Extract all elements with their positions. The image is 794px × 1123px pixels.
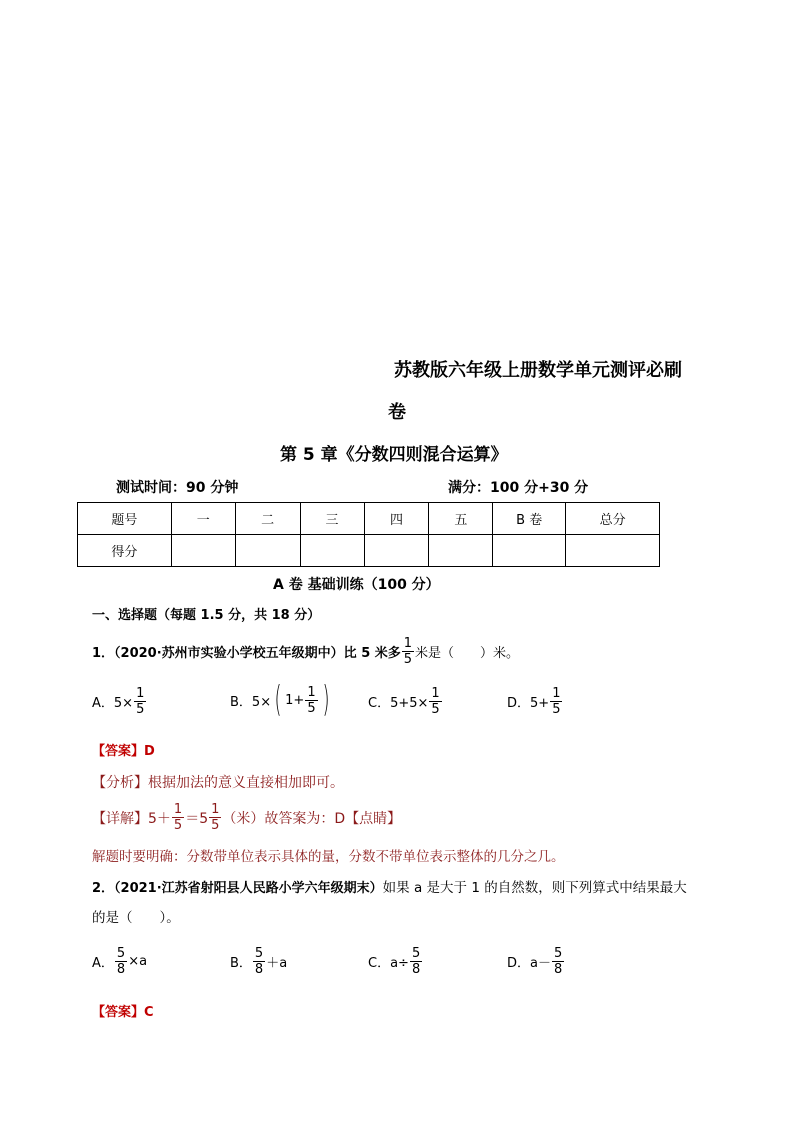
fraction — [410, 946, 422, 977]
table-cell: 三 — [300, 503, 364, 535]
score-input-cell[interactable] — [300, 535, 364, 567]
option-label: B．5× — [230, 694, 272, 710]
q1-detail — [92, 802, 401, 833]
right-paren-icon: ) — [322, 679, 330, 720]
frac-den: 5 — [431, 702, 440, 717]
option-label: A．5× — [92, 696, 134, 711]
doc-title-line1: 苏教版六年级上册数学单元测评必刷 — [394, 360, 682, 381]
fraction — [115, 946, 127, 977]
frac-den: 5 — [173, 818, 183, 833]
fraction — [550, 686, 562, 717]
option-label: C．a÷ — [368, 956, 409, 971]
fraction — [209, 802, 221, 833]
frac-den: 5 — [211, 818, 220, 833]
fraction — [253, 946, 265, 977]
q1-suffix: 米是（ ）米。 — [415, 646, 520, 661]
detail-prefix: 【详解】5＋ — [92, 810, 171, 827]
part1-title: 一、选择题（每题 1.5 分，共 18 分） — [92, 608, 321, 623]
q2-option-b[interactable] — [230, 946, 287, 977]
option-suffix: ×a — [128, 954, 148, 969]
frac-num: 5 — [116, 946, 126, 961]
q2-option-c[interactable] — [368, 946, 423, 977]
q1-option-d[interactable] — [507, 686, 563, 717]
q2-text: 如果 a 是大于 1 的自然数，则下列算式中结果最大 — [382, 880, 687, 896]
option-suffix: ＋a — [266, 956, 288, 971]
frac-den: 8 — [254, 962, 264, 977]
q1-option-c[interactable] — [368, 686, 443, 717]
frac-den: 8 — [411, 962, 421, 977]
frac-num: 1 — [552, 686, 561, 701]
table-cell: 总分 — [566, 503, 660, 535]
frac-den: 5 — [307, 700, 316, 716]
score-table — [77, 502, 660, 567]
left-paren-icon: ( — [274, 679, 282, 720]
table-cell: 五 — [429, 503, 493, 535]
option-label: D．a－ — [507, 956, 551, 971]
q1-prefix: 1．（2020·苏州市实验小学校五年级期中）比 5 米多 — [92, 646, 401, 661]
frac-num: 1 — [307, 684, 316, 700]
fraction — [429, 686, 441, 717]
q1-option-b[interactable] — [230, 679, 333, 720]
detail-eq: ＝5 — [185, 810, 209, 827]
option-label: D．5+ — [507, 696, 550, 711]
q2-stem-line1 — [92, 876, 687, 896]
fraction — [172, 802, 184, 833]
table-cell: 题号 — [78, 503, 172, 535]
frac-den: 5 — [552, 702, 561, 717]
fraction — [552, 946, 564, 977]
score-table-row — [78, 535, 660, 567]
full-score: 满分：100 分+30 分 — [448, 480, 589, 496]
table-cell: 二 — [235, 503, 300, 535]
q1-tip: 解题时要明确：分数带单位表示具体的量，分数不带单位表示整体的几分之几。 — [92, 849, 565, 865]
q2-stem-line2: 的是（ ）。 — [92, 910, 180, 926]
table-cell: B 卷 — [493, 503, 566, 535]
frac-den: 5 — [403, 652, 413, 667]
frac-num: 5 — [411, 946, 421, 961]
score-input-cell[interactable] — [566, 535, 660, 567]
section-a-title: A 卷 基础训练（100 分） — [273, 577, 440, 593]
q2-option-a[interactable] — [92, 946, 147, 977]
score-input-cell[interactable] — [429, 535, 493, 567]
fraction — [134, 686, 146, 717]
option-label: C．5+5× — [368, 696, 429, 711]
doc-title-line2: 卷 — [388, 402, 406, 423]
frac-num: 1 — [136, 686, 145, 701]
frac-den: 8 — [553, 962, 563, 977]
q1-analysis: 【分析】根据加法的意义直接相加即可。 — [92, 775, 344, 791]
frac-num: 5 — [553, 946, 563, 961]
q2-option-d[interactable] — [507, 946, 565, 977]
q1-answer: 【答案】D — [92, 744, 155, 759]
score-input-cell[interactable] — [171, 535, 235, 567]
score-input-cell[interactable] — [235, 535, 300, 567]
table-cell: 四 — [364, 503, 429, 535]
q1-fraction — [402, 636, 414, 667]
q2-source: 2．（2021·江苏省射阳县人民路小学六年级期末） — [92, 881, 383, 896]
frac-num: 1 — [403, 636, 413, 651]
fraction — [305, 685, 317, 716]
option-inner: 1+ — [285, 692, 305, 708]
table-cell: 得分 — [78, 535, 172, 567]
frac-den: 5 — [136, 702, 145, 717]
option-label: A． — [92, 956, 114, 971]
score-table-header-row — [78, 503, 660, 535]
score-input-cell[interactable] — [493, 535, 566, 567]
option-label: B． — [230, 956, 252, 971]
table-cell: 一 — [171, 503, 235, 535]
chapter-title: 第 5 章《分数四则混合运算》 — [280, 445, 508, 465]
q2-answer: 【答案】C — [92, 1005, 154, 1020]
q1-stem — [92, 636, 519, 667]
frac-den: 8 — [116, 962, 126, 977]
frac-num: 1 — [211, 802, 220, 817]
frac-num: 1 — [173, 802, 183, 817]
q1-option-a[interactable] — [92, 686, 147, 717]
score-input-cell[interactable] — [364, 535, 429, 567]
frac-num: 5 — [254, 946, 264, 961]
frac-num: 1 — [431, 686, 440, 701]
test-time: 测试时间：90 分钟 — [116, 480, 239, 496]
detail-suffix: （米）故答案为：D【点睛】 — [222, 810, 402, 827]
